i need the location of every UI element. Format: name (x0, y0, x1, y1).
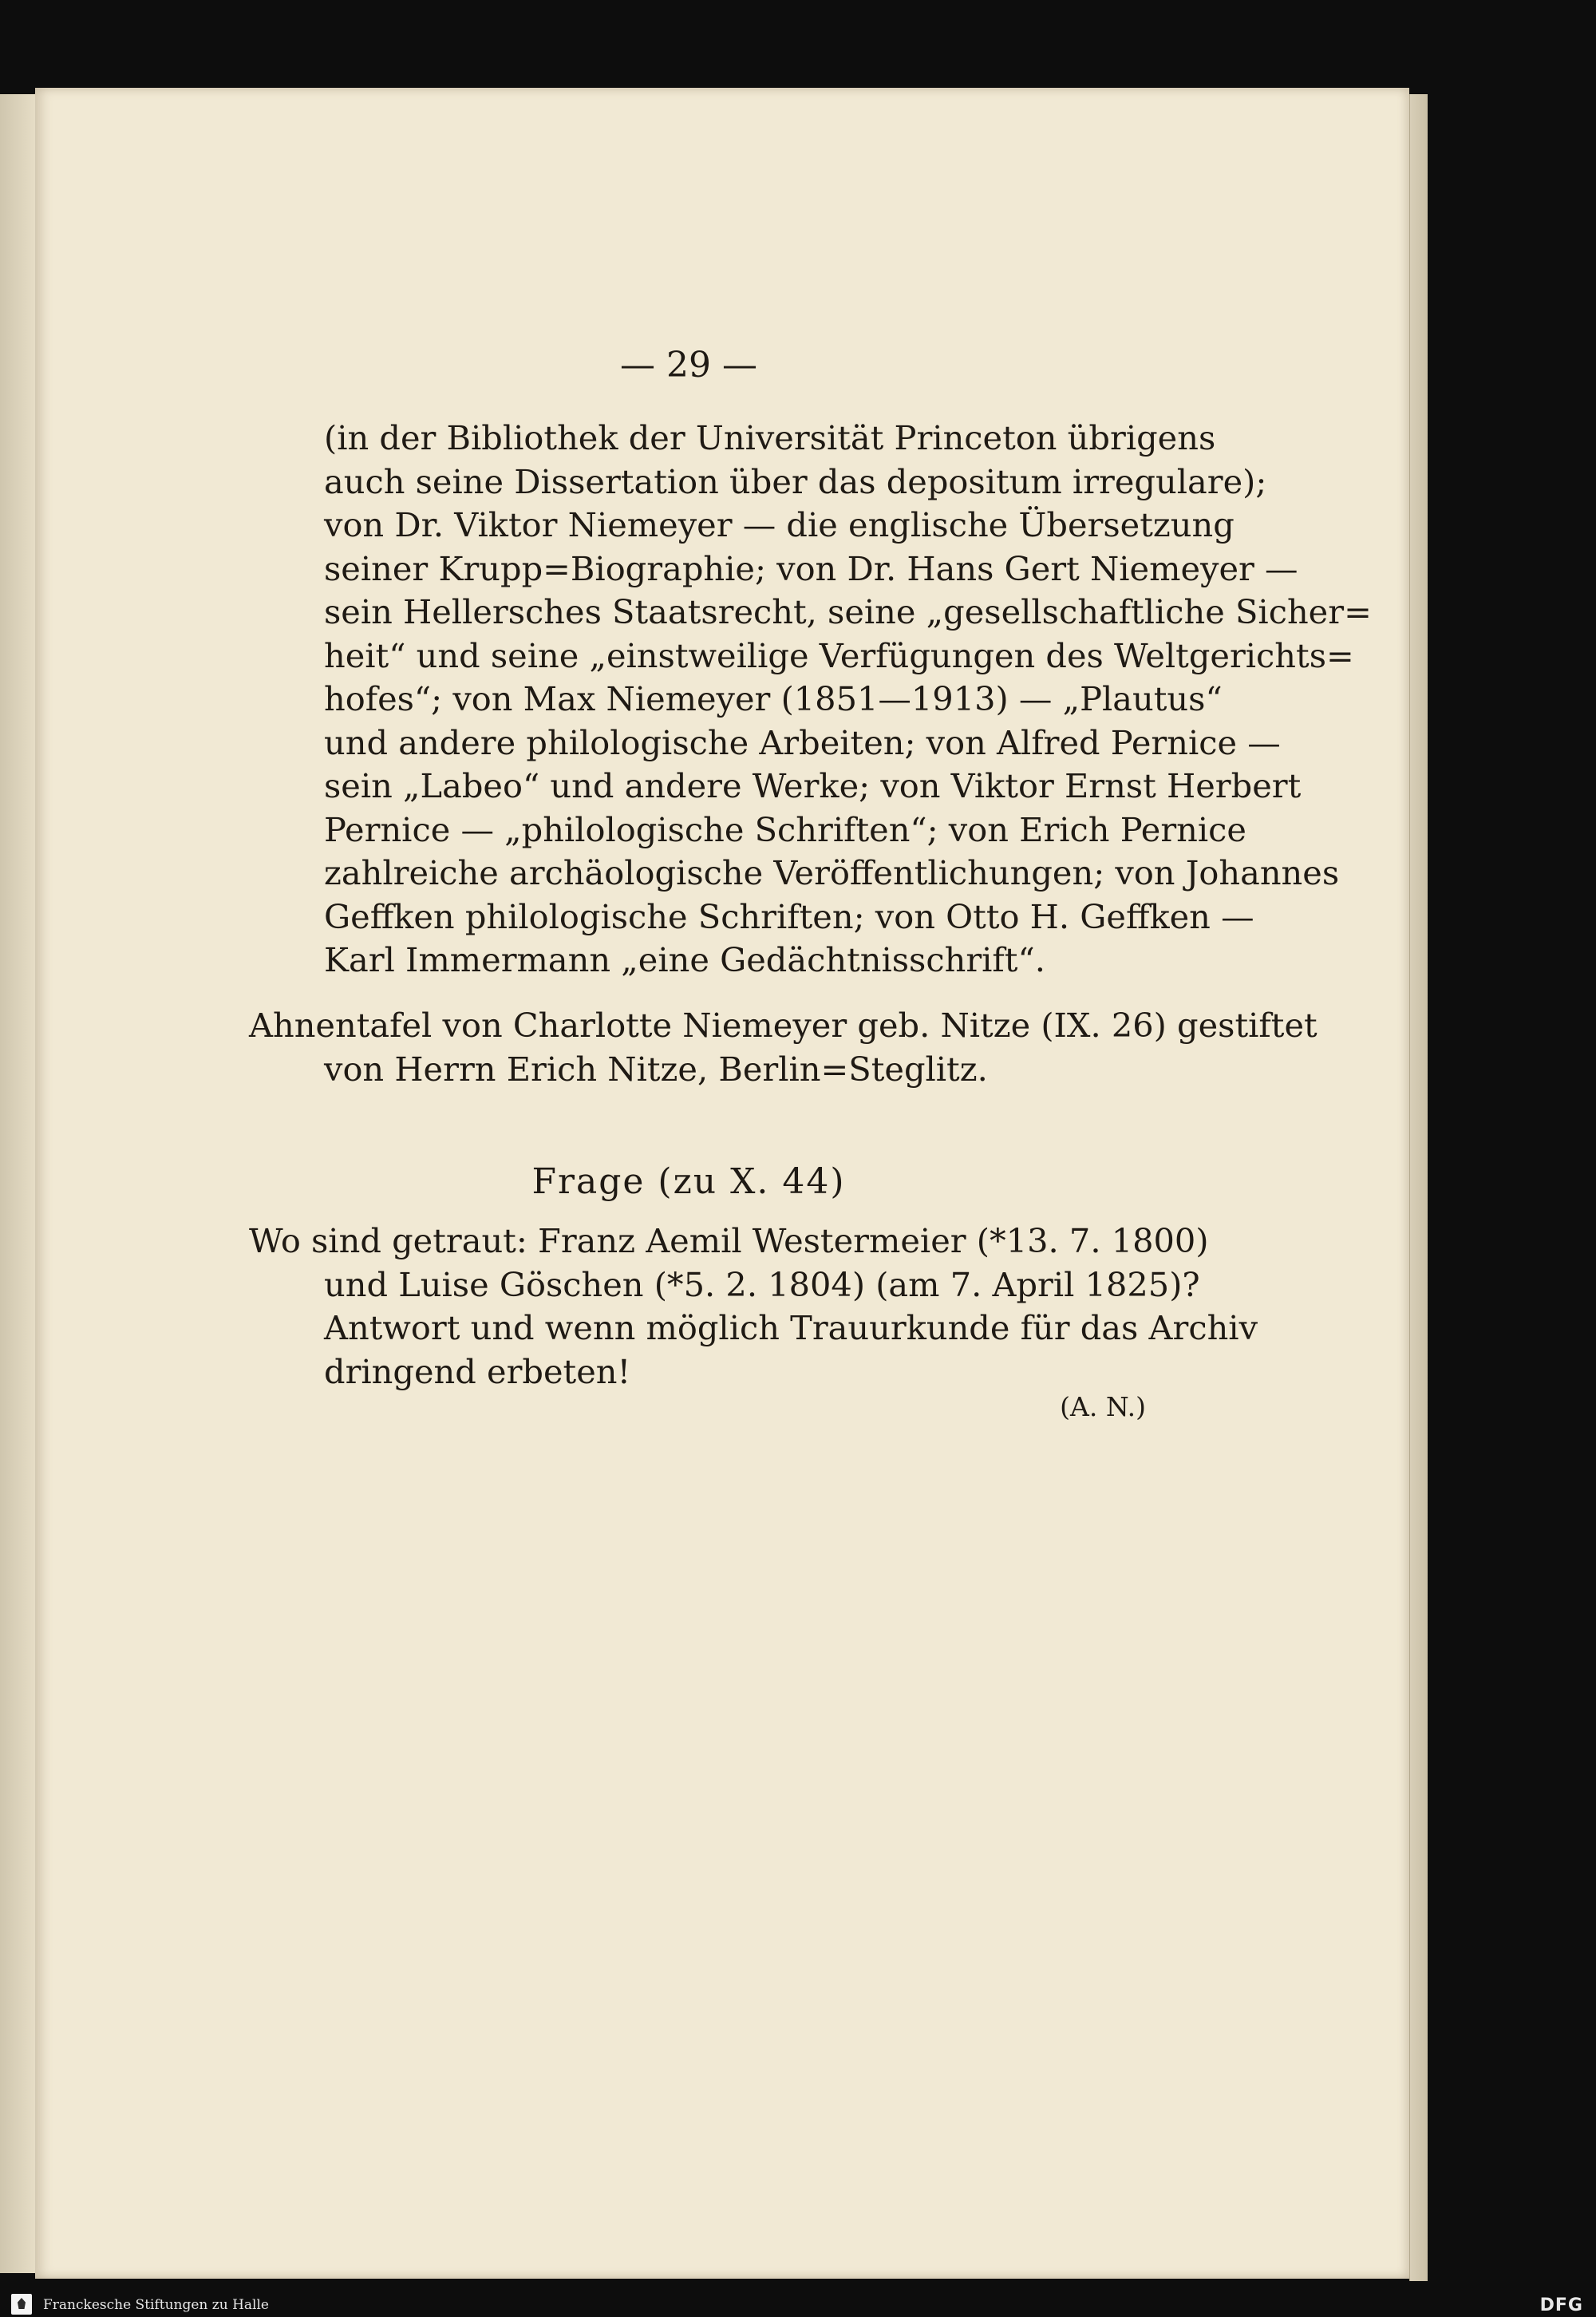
text-line: zahlreiche archäologische Veröffentlichungen; von Johannes (324, 853, 1340, 892)
text-line: Antwort und wenn möglich Trauurkunde für das Archiv (324, 1308, 1258, 1347)
text-line: von Dr. Viktor Niemeyer — die englische Übersetzung (324, 505, 1235, 544)
text-line: Pernice — „philologische Schriften“; von Erich Pernice (324, 809, 1246, 849)
text-line: heit“ und seine „einstweilige Verfügungen des Weltgerichts= (324, 635, 1354, 675)
book-page (35, 88, 1409, 2279)
institution-logo-icon (11, 2294, 32, 2315)
page-stack-edge (1409, 94, 1428, 2281)
text-line: und andere philologische Arbeiten; von Alfred Pernice — (324, 722, 1281, 762)
text-line: hofes“; von Max Niemeyer (1851—1913) — „Plautus“ (324, 679, 1223, 718)
signature-initials: (A. N.) (1060, 1391, 1146, 1422)
text-line: von Herrn Erich Nitze, Berlin=Steglitz. (324, 1049, 988, 1089)
text-line: sein „Labeo“ und andere Werke; von Viktor Ernst Herbert (324, 766, 1302, 805)
text-line: Wo sind getraut: Franz Aemil Westermeier (*13. 7. 1800) (249, 1221, 1209, 1260)
question-paragraph (249, 1220, 1258, 1394)
text-line: Karl Immermann „eine Gedächtnisschrift“. (324, 940, 1045, 979)
text-line: und Luise Göschen (*5. 2. 1804) (am 7. April 1825)? (324, 1264, 1200, 1304)
text-line: seiner Krupp=Biographie; von Dr. Hans Gert Niemeyer — (324, 548, 1298, 588)
footer-institution: Franckesche Stiftungen zu Halle (43, 2297, 269, 2313)
paragraph-publications (324, 417, 1372, 983)
text-line: (in der Bibliothek der Universität Princeton übrigens (324, 418, 1216, 457)
text-line: dringend erbeten! (324, 1351, 631, 1391)
text-line: sein Hellersches Staatsrecht, seine „gesellschaftliche Sicher= (324, 592, 1372, 631)
previous-page-edge (0, 94, 36, 2273)
paragraph-ahnentafel (249, 1004, 1317, 1091)
text-line: Geffken philologische Schriften; von Otto H. Geffken — (324, 896, 1254, 936)
page-number: — 29 — (620, 345, 757, 386)
dfg-logo: DFG (1539, 2295, 1583, 2315)
text-line: auch seine Dissertation über das depositum irregulare); (324, 461, 1267, 501)
text-line: Ahnentafel von Charlotte Niemeyer geb. Nitze (IX. 26) gestiftet (249, 1006, 1317, 1045)
section-heading: Frage (zu X. 44) (531, 1161, 846, 1202)
